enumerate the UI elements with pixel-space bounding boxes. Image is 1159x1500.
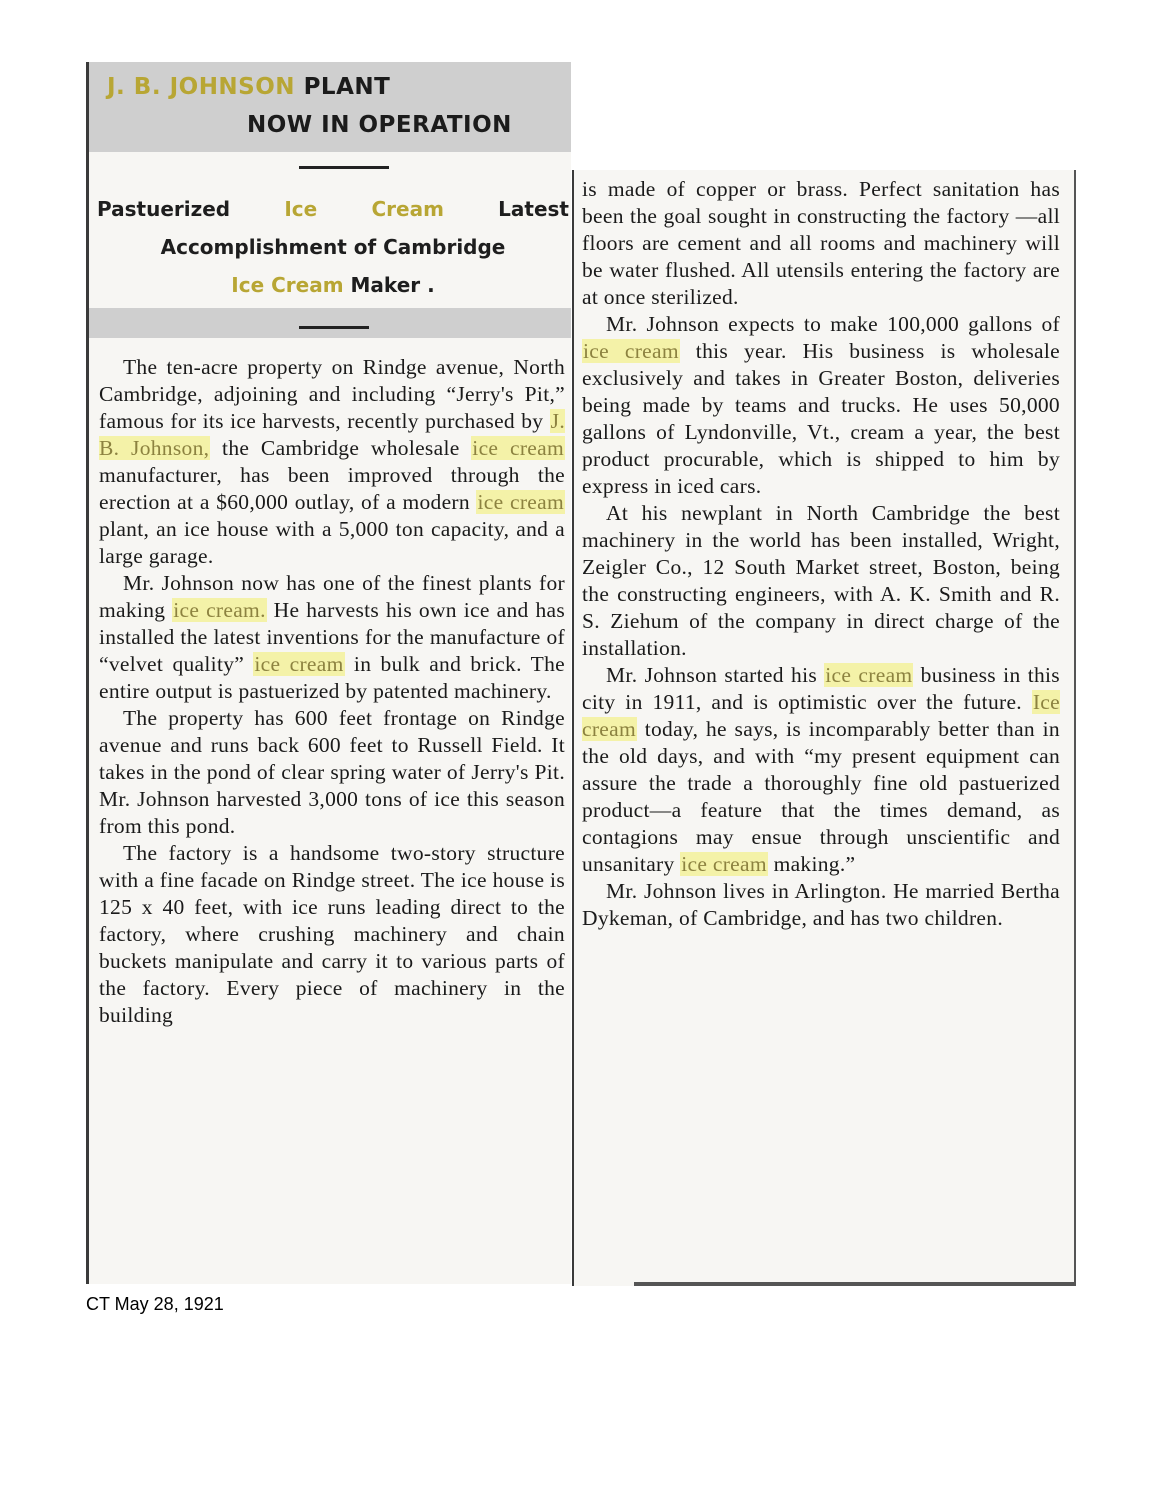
highlight-ice-cream: ice cream (681, 852, 767, 876)
deck-subheadline (97, 190, 569, 304)
deck-word-pastuerized: Pastuerized (97, 197, 231, 221)
headline-band (89, 62, 571, 152)
left-column-clipping (86, 62, 571, 1284)
highlight-ice-cream: ice cream. (173, 598, 266, 622)
left-paragraph-1: The ten-acre property on Rindge avenue, North Cambridge, adjoining and including “Jerry's Pit,” famous for its ice harvests, recently purchased by J. B. Johnson, the Cambridge wholesale ice cream manufacturer, has been improved through the erection at a $60,000 outlay, of a modern ice cream plant, an ice house with a 5,000 ton capacity, and a large garage. (99, 355, 565, 568)
deck-line-1 (97, 190, 569, 228)
deck-bottom-band (89, 308, 571, 338)
highlight-ice-cream: ice cream (254, 652, 344, 676)
deck-ice-cream: Ice Cream (231, 273, 344, 297)
column-bottom-rule (634, 1282, 1074, 1286)
highlight-ice-cream: ice cream (825, 663, 913, 687)
left-paragraph-3: The property has 600 feet frontage on Rindge avenue and runs back 600 feet to Russell Field. It takes in the pond of clear spring water of Jerry's Pit. Mr. Johnson harvested 3,000 tons of ice this season from this pond. (99, 706, 565, 838)
highlight-ice-cream: Ice cream (582, 690, 1060, 741)
highlight-jb-johnson: J. B. Johnson, (99, 409, 565, 460)
headline-line1 (107, 74, 390, 100)
right-paragraph-1: is made of copper or brass. Perfect sanitation has been the goal sought in constructing the factory —all floors are cement and all rooms and machinery will be water flushed. All utensils entering the factory are at once sterilized. (582, 177, 1060, 309)
deck-rule (299, 326, 369, 329)
deck-word-latest: Latest (498, 197, 569, 221)
headline-name: J. B. JOHNSON (107, 74, 296, 100)
highlight-ice-cream: ice cream (477, 490, 564, 514)
deck-line-2: Accomplishment of Cambridge (160, 235, 506, 259)
left-article-body (99, 354, 565, 1029)
highlight-ice-cream: ice cream (583, 339, 679, 363)
right-paragraph-2: Mr. Johnson expects to make 100,000 gallons of ice cream this year. His business is wholesale exclusively and takes in Greater Boston, deliveries being made by teams and trucks. He uses 50,000 gallons of Lyndonville, Vt., cream a year, the best product procurable, which is shipped to him by express in iced cars. (582, 312, 1060, 498)
deck-word-ice: Ice (284, 197, 318, 221)
deck-maker: Maker . (350, 273, 435, 297)
deck-line-3 (97, 266, 569, 304)
right-article-body (582, 176, 1060, 932)
right-paragraph-4: Mr. Johnson started his ice cream business in this city in 1911, and is optimistic over the future. Ice cream today, he says, is incomparably better than in the old days, and with “my present equipment can assure the trade a thoroughly fine old pastuerized product—a feature that the times demand, as contagions may ensue through unscientific and unsanitary ice cream making.” (582, 663, 1060, 876)
headline-plant: PLANT (303, 74, 391, 100)
headline-line2: NOW IN OPERATION (247, 112, 512, 138)
left-paragraph-2: Mr. Johnson now has one of the finest plants for making ice cream. He harvests his own ice and has installed the latest inventions for the manufacture of “velvet quality” ice cream in bulk and brick. The entire output is pastuerized by patented machinery. (99, 571, 566, 703)
right-column-clipping (572, 170, 1076, 1286)
headline-rule (299, 166, 389, 169)
source-caption: CT May 28, 1921 (86, 1294, 224, 1314)
deck-word-cream: Cream (371, 197, 444, 221)
highlight-ice-cream: ice cream (472, 436, 564, 460)
right-paragraph-5: Mr. Johnson lives in Arlington. He married Bertha Dykeman, of Cambridge, and has two children. (582, 879, 1060, 930)
right-paragraph-3: At his newplant in North Cambridge the best machinery in the world has been installed, Wright, Zeigler Co., 12 South Market street, Boston, being the constructing engineers, with A. K. Smith and R. S. Ziehum of the company in direct charge of the installation. (582, 501, 1060, 660)
left-paragraph-4: The factory is a handsome two-story structure with a fine facade on Rindge street. The ice house is 125 x 40 feet, with ice runs leading direct to the factory, where crushing machinery and chain buckets manipulate and carry it to various parts of the factory. Every piece of machinery in the building (99, 841, 565, 1027)
